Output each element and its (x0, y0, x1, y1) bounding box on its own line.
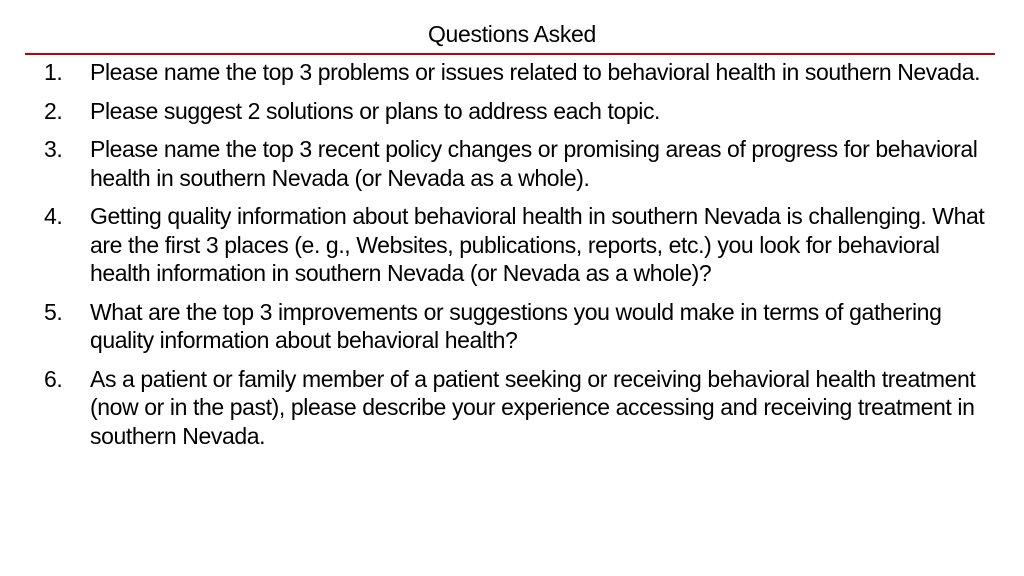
question-text: As a patient or family member of a patient seeking or receiving behavioral health treatment (now or in the past), please describe your experience accessing and receiving treatment in southern Nevada. (90, 365, 976, 449)
question-text: Please name the top 3 recent policy changes or promising areas of progress for behavioral health in southern Nevada (or Nevada as a whole). (90, 136, 978, 191)
question-text: Getting quality information about behavioral health in southern Nevada is challenging. What are the first 3 places (e. g., Websites, publications, reports, etc.) you look for behavioral health information in southern Nevada (or Nevada as a whole)? (90, 203, 985, 286)
question-number: 3. (44, 136, 63, 162)
question-text: What are the top 3 improvements or suggestions you would make in terms of gathering quality information about behavioral health? (90, 298, 942, 353)
question-text: Please suggest 2 solutions or plans to address each topic. (90, 97, 661, 124)
question-item-3 (44, 135, 989, 192)
question-list (44, 58, 989, 460)
question-item-1 (44, 58, 989, 87)
question-item-2 (44, 97, 989, 126)
question-number: 1. (44, 59, 63, 85)
question-item-4 (44, 202, 989, 288)
question-number: 5. (44, 298, 63, 325)
question-item-6 (44, 365, 989, 451)
question-text: Please name the top 3 problems or issues related to behavioral health in southern Nevada. (90, 59, 981, 85)
page-title: Questions Asked (427, 21, 597, 47)
question-number: 4. (44, 203, 63, 229)
question-number: 2. (44, 97, 63, 124)
question-number: 6. (44, 365, 63, 392)
question-item-5 (44, 298, 989, 355)
title-divider (25, 53, 995, 55)
